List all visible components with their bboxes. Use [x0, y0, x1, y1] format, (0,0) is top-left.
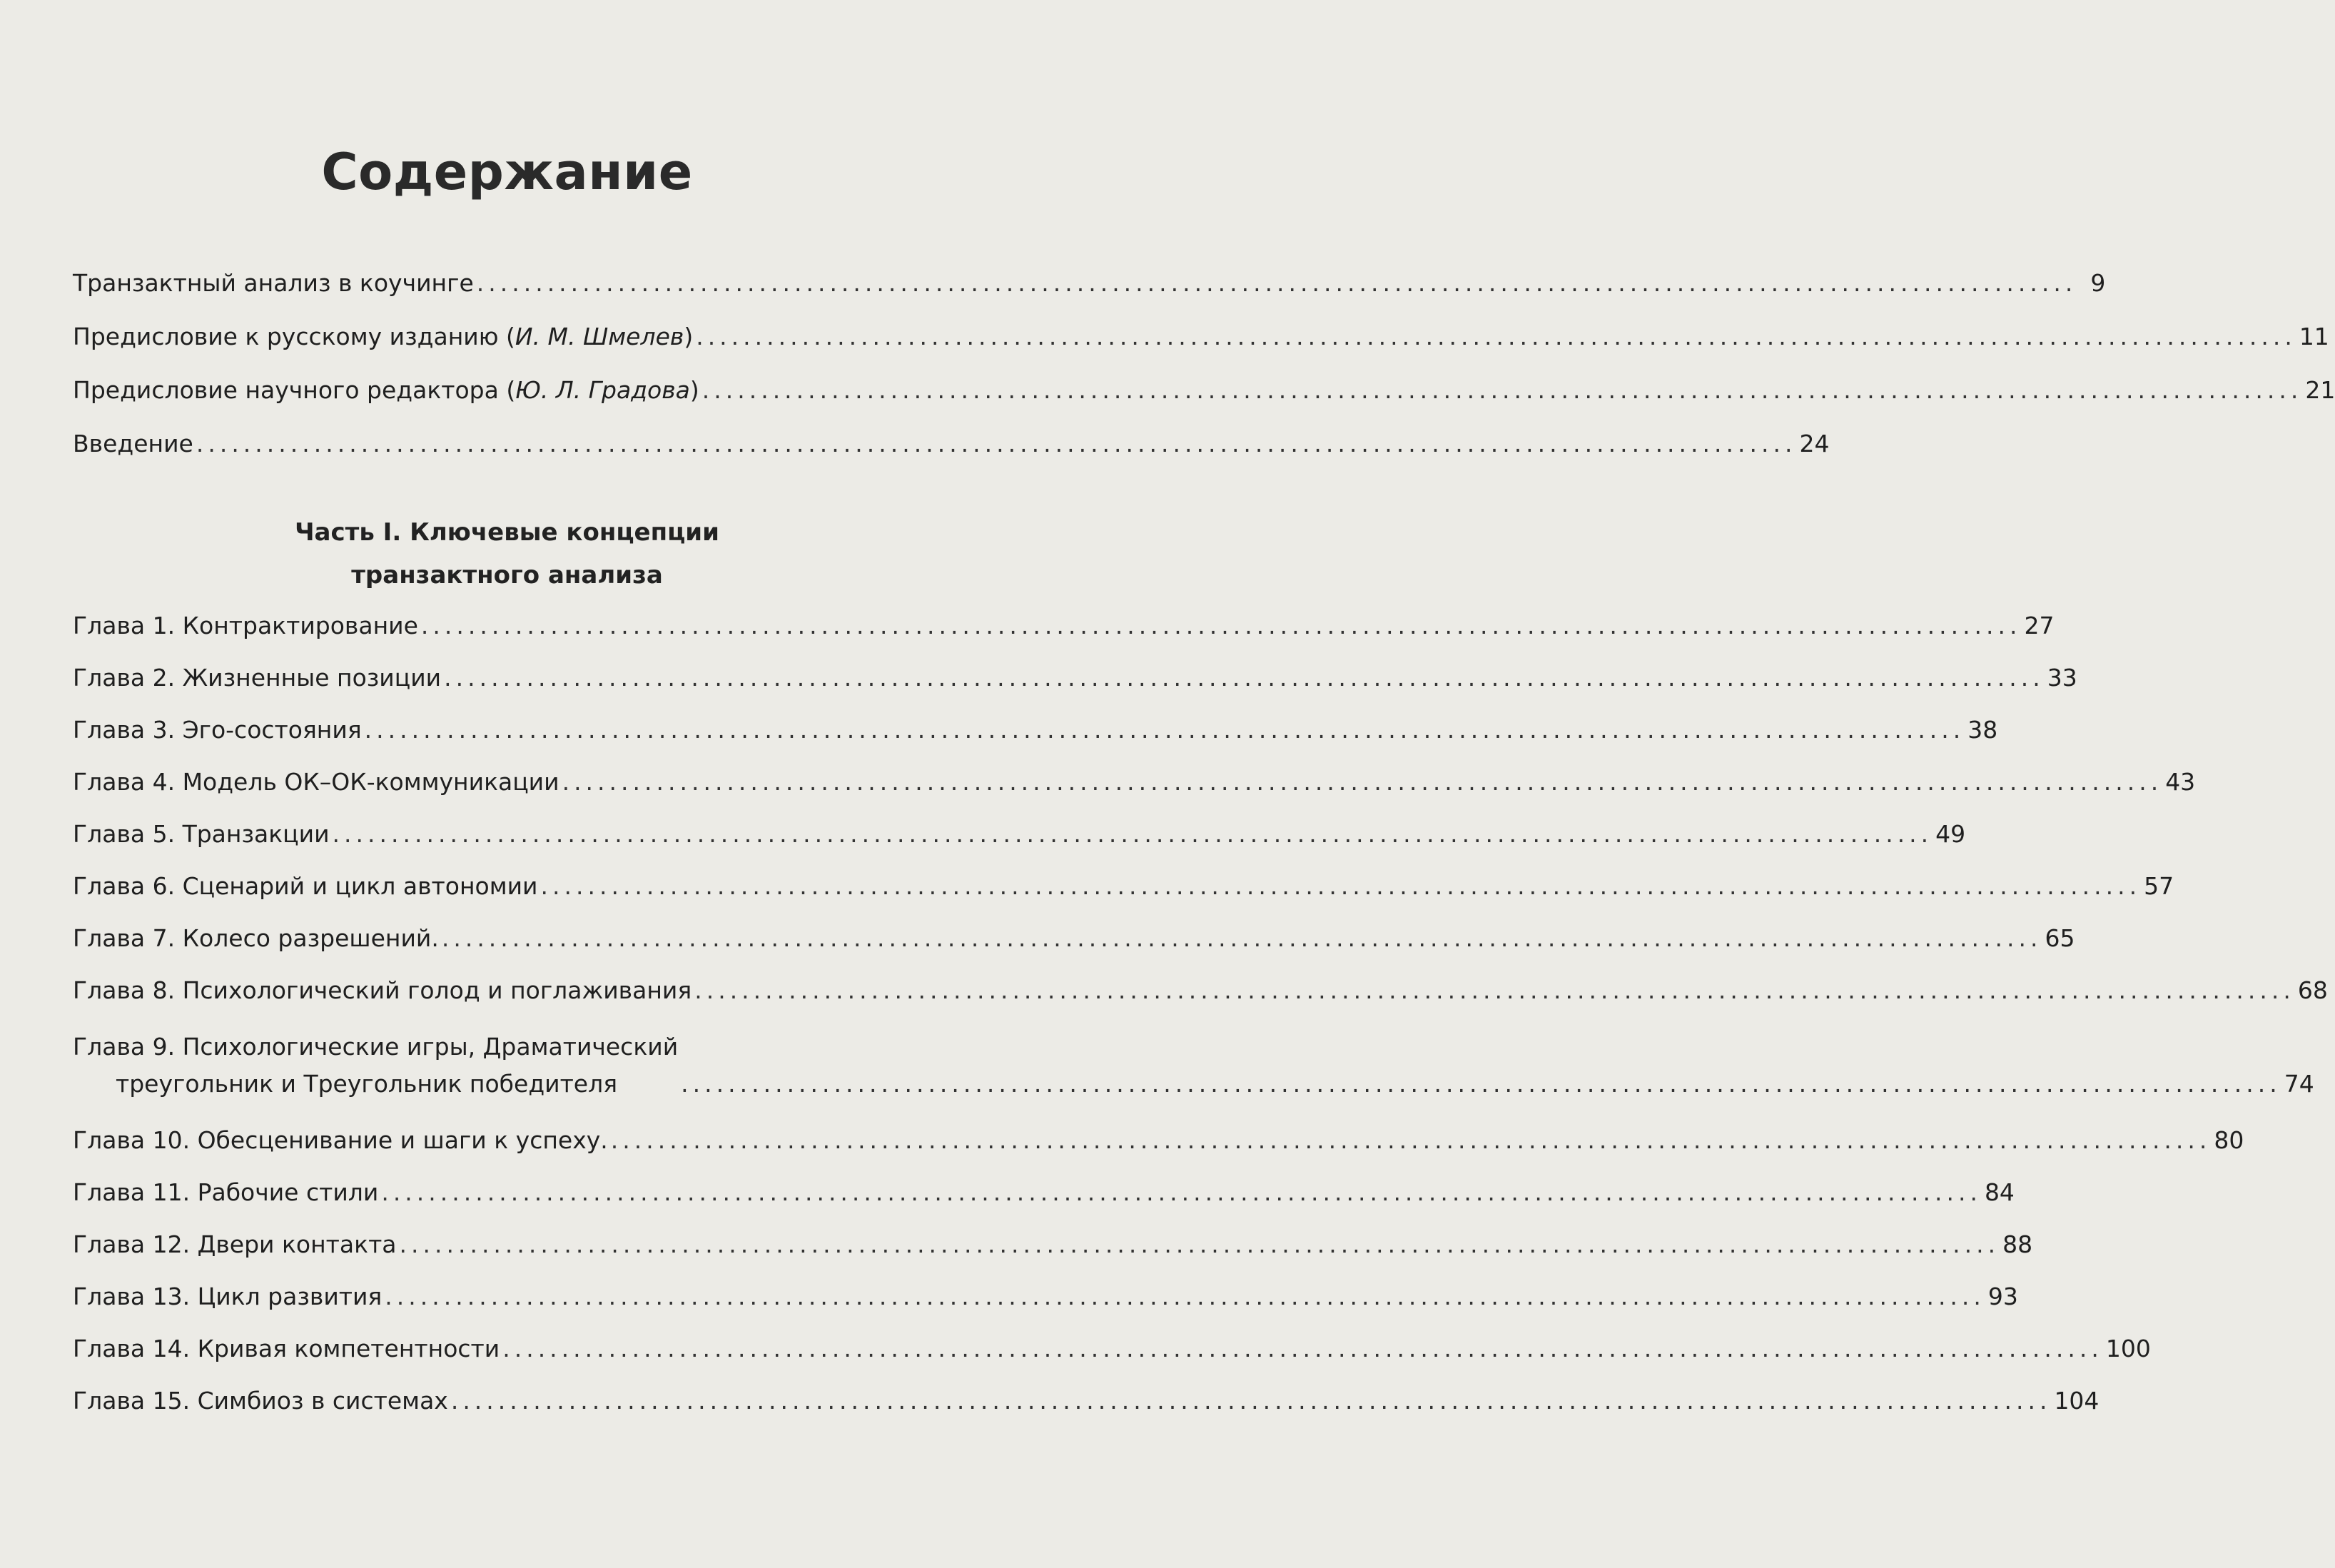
toc-chapter[interactable]	[73, 1333, 2151, 1365]
toc-chapter-label: Глава 8. Психологический голод и поглаживания	[73, 976, 692, 1004]
dot-leader: ........................................................................................................................................	[441, 924, 2042, 952]
dot-leader: ........................................................................................................................................	[450, 1387, 2052, 1415]
toc-chapter-label: Глава 1. Контрактирование	[73, 612, 418, 639]
toc-chapter[interactable]	[73, 1229, 2033, 1260]
toc-entry[interactable]	[73, 375, 2335, 406]
toc-entry[interactable]	[73, 428, 1830, 460]
toc-chapter-page: 27	[2024, 612, 2055, 639]
toc-entry-page: 24	[1799, 430, 1830, 457]
toc-chapter-page: 43	[2165, 768, 2196, 796]
toc-entry-page: 9	[2090, 269, 2106, 297]
toc-entry-label: Введение	[73, 430, 193, 457]
part-heading-line1: Часть I. Ключевые концепции	[295, 518, 719, 547]
toc-chapter[interactable]	[73, 871, 2174, 902]
dot-leader: ........................................................................................................................................	[696, 323, 2296, 350]
toc-chapter[interactable]	[73, 1031, 2314, 1100]
dot-leader: ........................................................................................................................................	[364, 716, 1965, 744]
toc-chapter-label: Глава 3. Эго-состояния	[73, 716, 362, 744]
toc-chapter-label: Глава 15. Симбиоз в системах	[73, 1387, 448, 1415]
page-title: Содержание	[321, 143, 693, 201]
toc-entry-author: И. М. Шмелев	[515, 323, 684, 350]
dot-leader: ........................................................................................................................................	[420, 612, 2022, 639]
dot-leader: ........................................................................................................................................	[332, 820, 1933, 848]
dot-leader: ........................................................................................................................................	[385, 1283, 1985, 1310]
dot-leader: ........................................................................................................................................	[381, 1178, 1982, 1206]
dot-leader: ........................................................................................................................................	[610, 1126, 2212, 1154]
toc-chapter[interactable]	[73, 819, 1966, 850]
toc-chapter-page: 88	[2002, 1230, 2033, 1258]
toc-entry-label: Транзактный анализ в коучинге	[73, 269, 474, 297]
toc-chapter-label: Глава 2. Жизненные позиции	[73, 664, 442, 692]
toc-entry[interactable]	[73, 268, 2106, 299]
toc-chapter-label: Глава 5. Транзакции	[73, 820, 330, 848]
toc-chapter-label: Глава 11. Рабочие стили	[73, 1178, 379, 1206]
toc-chapter[interactable]	[73, 923, 2075, 954]
toc-chapter-page: 49	[1935, 820, 1966, 848]
toc-chapter[interactable]	[73, 1177, 2015, 1208]
toc-chapter-page: 68	[2297, 976, 2328, 1004]
toc-chapter[interactable]	[73, 767, 2196, 798]
toc-chapter-page: 84	[1984, 1178, 2015, 1206]
toc-chapter-page: 93	[1987, 1283, 2018, 1310]
toc-entry-page: 11	[2299, 323, 2329, 350]
toc-chapter-page: 38	[1967, 716, 1998, 744]
part-heading	[0, 514, 1014, 594]
toc-chapter[interactable]	[73, 662, 2077, 694]
dot-leader: ........................................................................................................................................	[562, 768, 2163, 796]
dot-leader: ........................................................................................................................................	[502, 1335, 2103, 1362]
toc-chapter-label: Глава 9. Психологические игры, Драматический треугольник и Треугольник победителя	[73, 1033, 679, 1098]
toc-chapter-label: Глава 12. Двери контакта	[73, 1230, 397, 1258]
toc-chapter-page: 33	[2047, 664, 2077, 692]
toc-entry-label: Предисловие научного редактора (Ю. Л. Градова)	[73, 376, 699, 404]
toc-chapter-page: 65	[2045, 924, 2075, 952]
dot-leader: ........................................................................................................................................	[681, 1070, 2281, 1098]
dot-leader: ........................................................................................................................................	[694, 976, 2295, 1004]
dot-leader: ........................................................................................................................................	[444, 664, 2045, 692]
toc-chapter-page: 104	[2054, 1387, 2100, 1415]
toc-chapter[interactable]	[73, 714, 1998, 746]
toc-chapter[interactable]	[73, 1125, 2244, 1156]
toc-chapter-page: 57	[2144, 872, 2174, 900]
toc-chapter-page: 80	[2214, 1126, 2244, 1154]
toc-chapter[interactable]	[73, 1281, 2018, 1312]
toc-chapter-label: Глава 10. Обесценивание и шаги к успеху.	[73, 1126, 608, 1154]
toc-chapter[interactable]	[73, 1385, 2100, 1417]
toc-chapter-label: Глава 6. Сценарий и цикл автономии	[73, 872, 538, 900]
toc-chapter-label: Глава 13. Цикл развития	[73, 1283, 383, 1310]
toc-chapter-label: Глава 4. Модель ОК–ОК-коммуникации	[73, 768, 559, 796]
toc-entry-author: Ю. Л. Градова	[515, 376, 690, 404]
dot-leader: ........................................................................................................................................	[399, 1230, 2000, 1258]
toc-chapter[interactable]	[73, 975, 2328, 1006]
toc-chapter-label: Глава 7. Колесо разрешений.	[73, 924, 439, 952]
toc-chapter-page: 100	[2105, 1335, 2151, 1362]
dot-leader: ........................................................................................................................................	[701, 376, 2303, 404]
dot-leader: ........................................................................................................................................	[476, 269, 2077, 297]
part-heading-line2: транзактного анализа	[351, 561, 663, 590]
toc-entry-label: Предисловие к русскому изданию (И. М. Шмелев)	[73, 323, 694, 350]
toc-entry-page: 21	[2305, 376, 2335, 404]
dot-leader: ........................................................................................................................................	[196, 430, 1797, 457]
toc-chapter[interactable]	[73, 610, 2055, 642]
dot-leader: ........................................................................................................................................	[540, 872, 2142, 900]
toc-chapter-label: Глава 14. Кривая компетентности	[73, 1335, 500, 1362]
toc-chapter-page: 74	[2284, 1070, 2314, 1098]
toc-entry[interactable]	[73, 321, 2329, 353]
